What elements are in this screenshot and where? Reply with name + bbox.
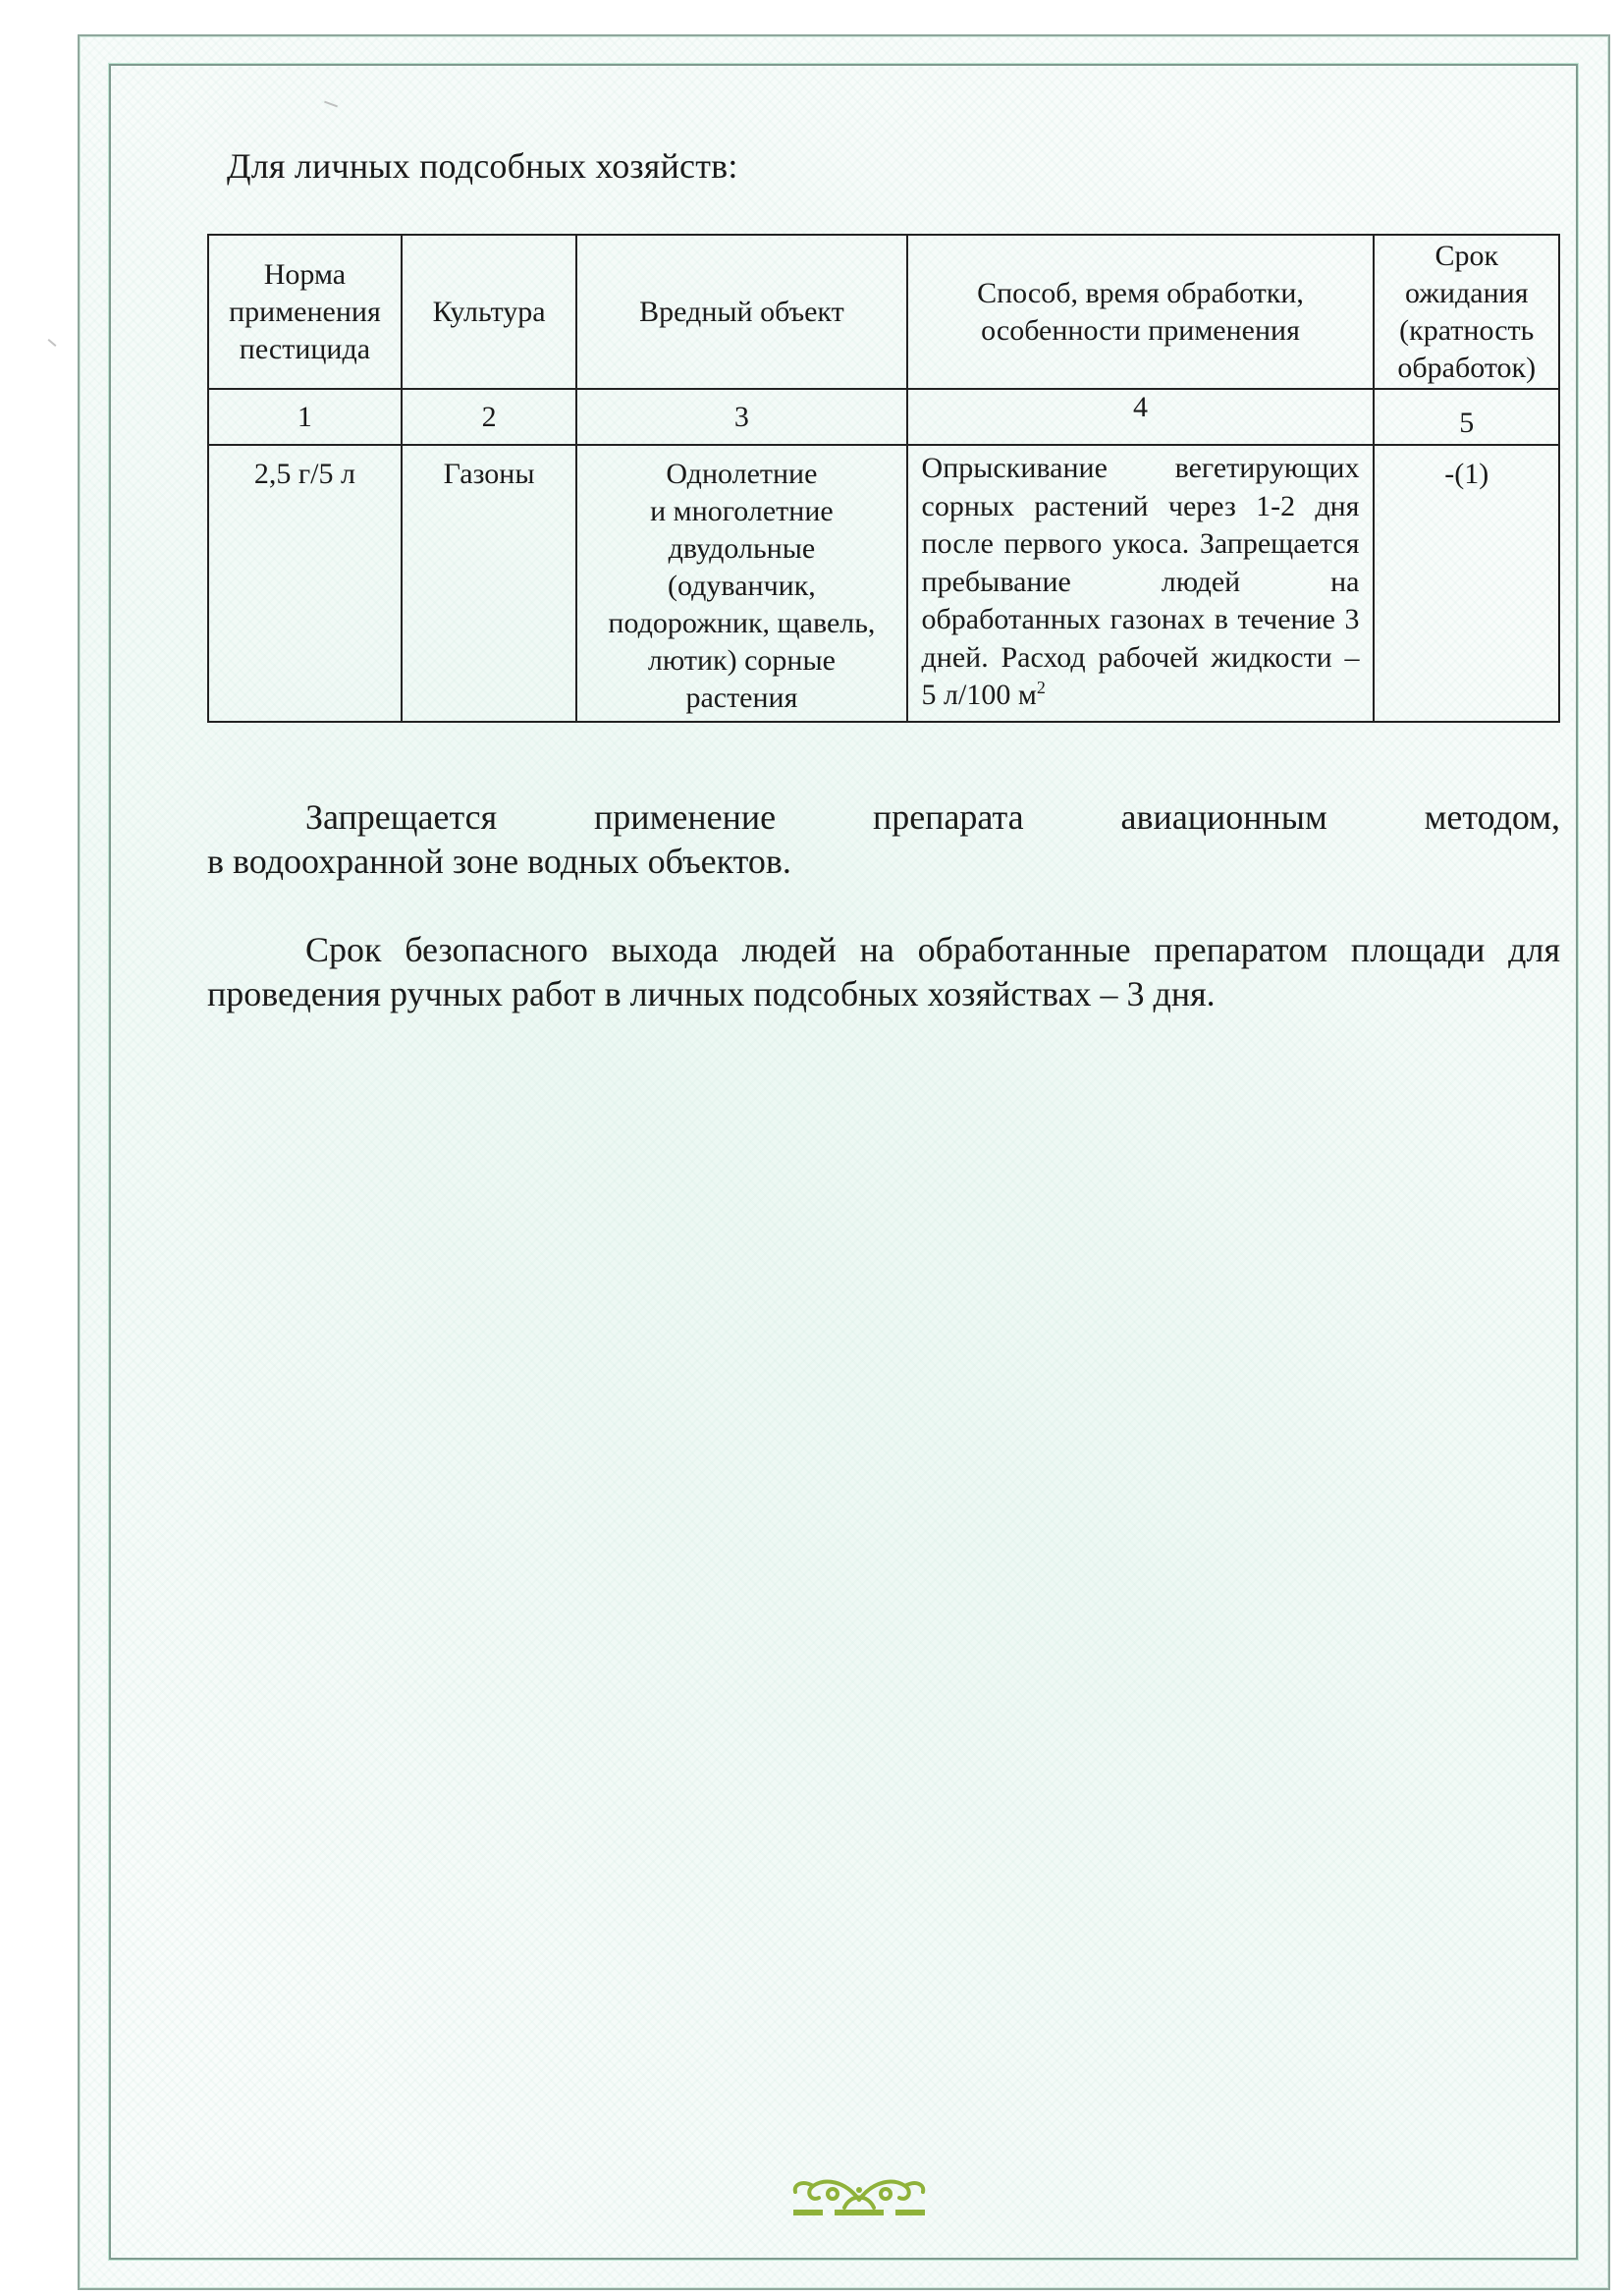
header-line: обработок) [1397,351,1537,384]
header-pest: Вредный объект [576,235,906,389]
header-crop: Культура [402,235,576,389]
table-row [208,445,1559,722]
header-waiting-period [1374,235,1559,389]
pest-line: Однолетние [666,458,818,490]
header-line: применения [229,295,381,328]
paragraph-line: в водоохранной зоне водных объектов. [207,842,791,881]
pest-line: двудольные [668,532,816,565]
section-heading: Для личных подсобных хозяйств: [227,146,738,186]
header-line: ожидания [1404,276,1529,309]
header-line: Норма [263,257,347,291]
floral-ornament-icon [785,2170,933,2215]
column-number [1374,389,1559,445]
cell-pest [576,445,906,722]
column-number: 1 [208,389,402,445]
header-application-rate [208,235,402,389]
column-number: 3 [576,389,906,445]
cell-crop: Газоны [402,445,576,722]
cell-method [907,445,1375,722]
header-line: (кратность [1399,313,1535,347]
cell-waiting-period: -(1) [1374,445,1559,722]
column-number-label: 4 [1133,390,1149,423]
pest-line: подорожник, щавель, [608,607,876,639]
pest-line: растения [685,682,798,714]
cell-application-rate: 2,5 г/5 л [208,445,402,722]
column-number [907,389,1375,445]
aviation-prohibition-paragraph [207,795,1560,884]
method-text: Опрыскивание вегетирующих сорных растений через 1-2 дня после первого укоса. Запрещается пребывание людей на обработанных газонах в течение 3 дней. Расход рабочей жидкости – 5 л/100 м [921,452,1360,711]
header-line: Срок [1434,239,1499,272]
header-method [907,235,1375,389]
paragraph-line: Запрещается применение препарата авиационным методом, [305,797,1560,837]
scan-speck [48,339,57,347]
safe-reentry-paragraph: Срок безопасного выхода людей на обработанные препаратом площади для проведения ручных работ в личных подсобных хозяйствах – 3 дня. [207,930,1560,1013]
header-line: Способ, время обработки, [977,276,1304,309]
pest-line: (одуванчик, [668,570,816,602]
method-superscript: 2 [1036,678,1046,697]
table-header-row [208,235,1559,389]
header-line: пестицида [239,332,371,365]
application-regulations-table [207,234,1560,723]
pest-line: лютик) сорные [647,644,836,677]
column-number-row [208,389,1559,445]
column-number-label: 5 [1459,406,1475,439]
header-line: особенности применения [981,313,1300,347]
column-number: 2 [402,389,576,445]
pest-line: и многолетние [650,495,834,527]
